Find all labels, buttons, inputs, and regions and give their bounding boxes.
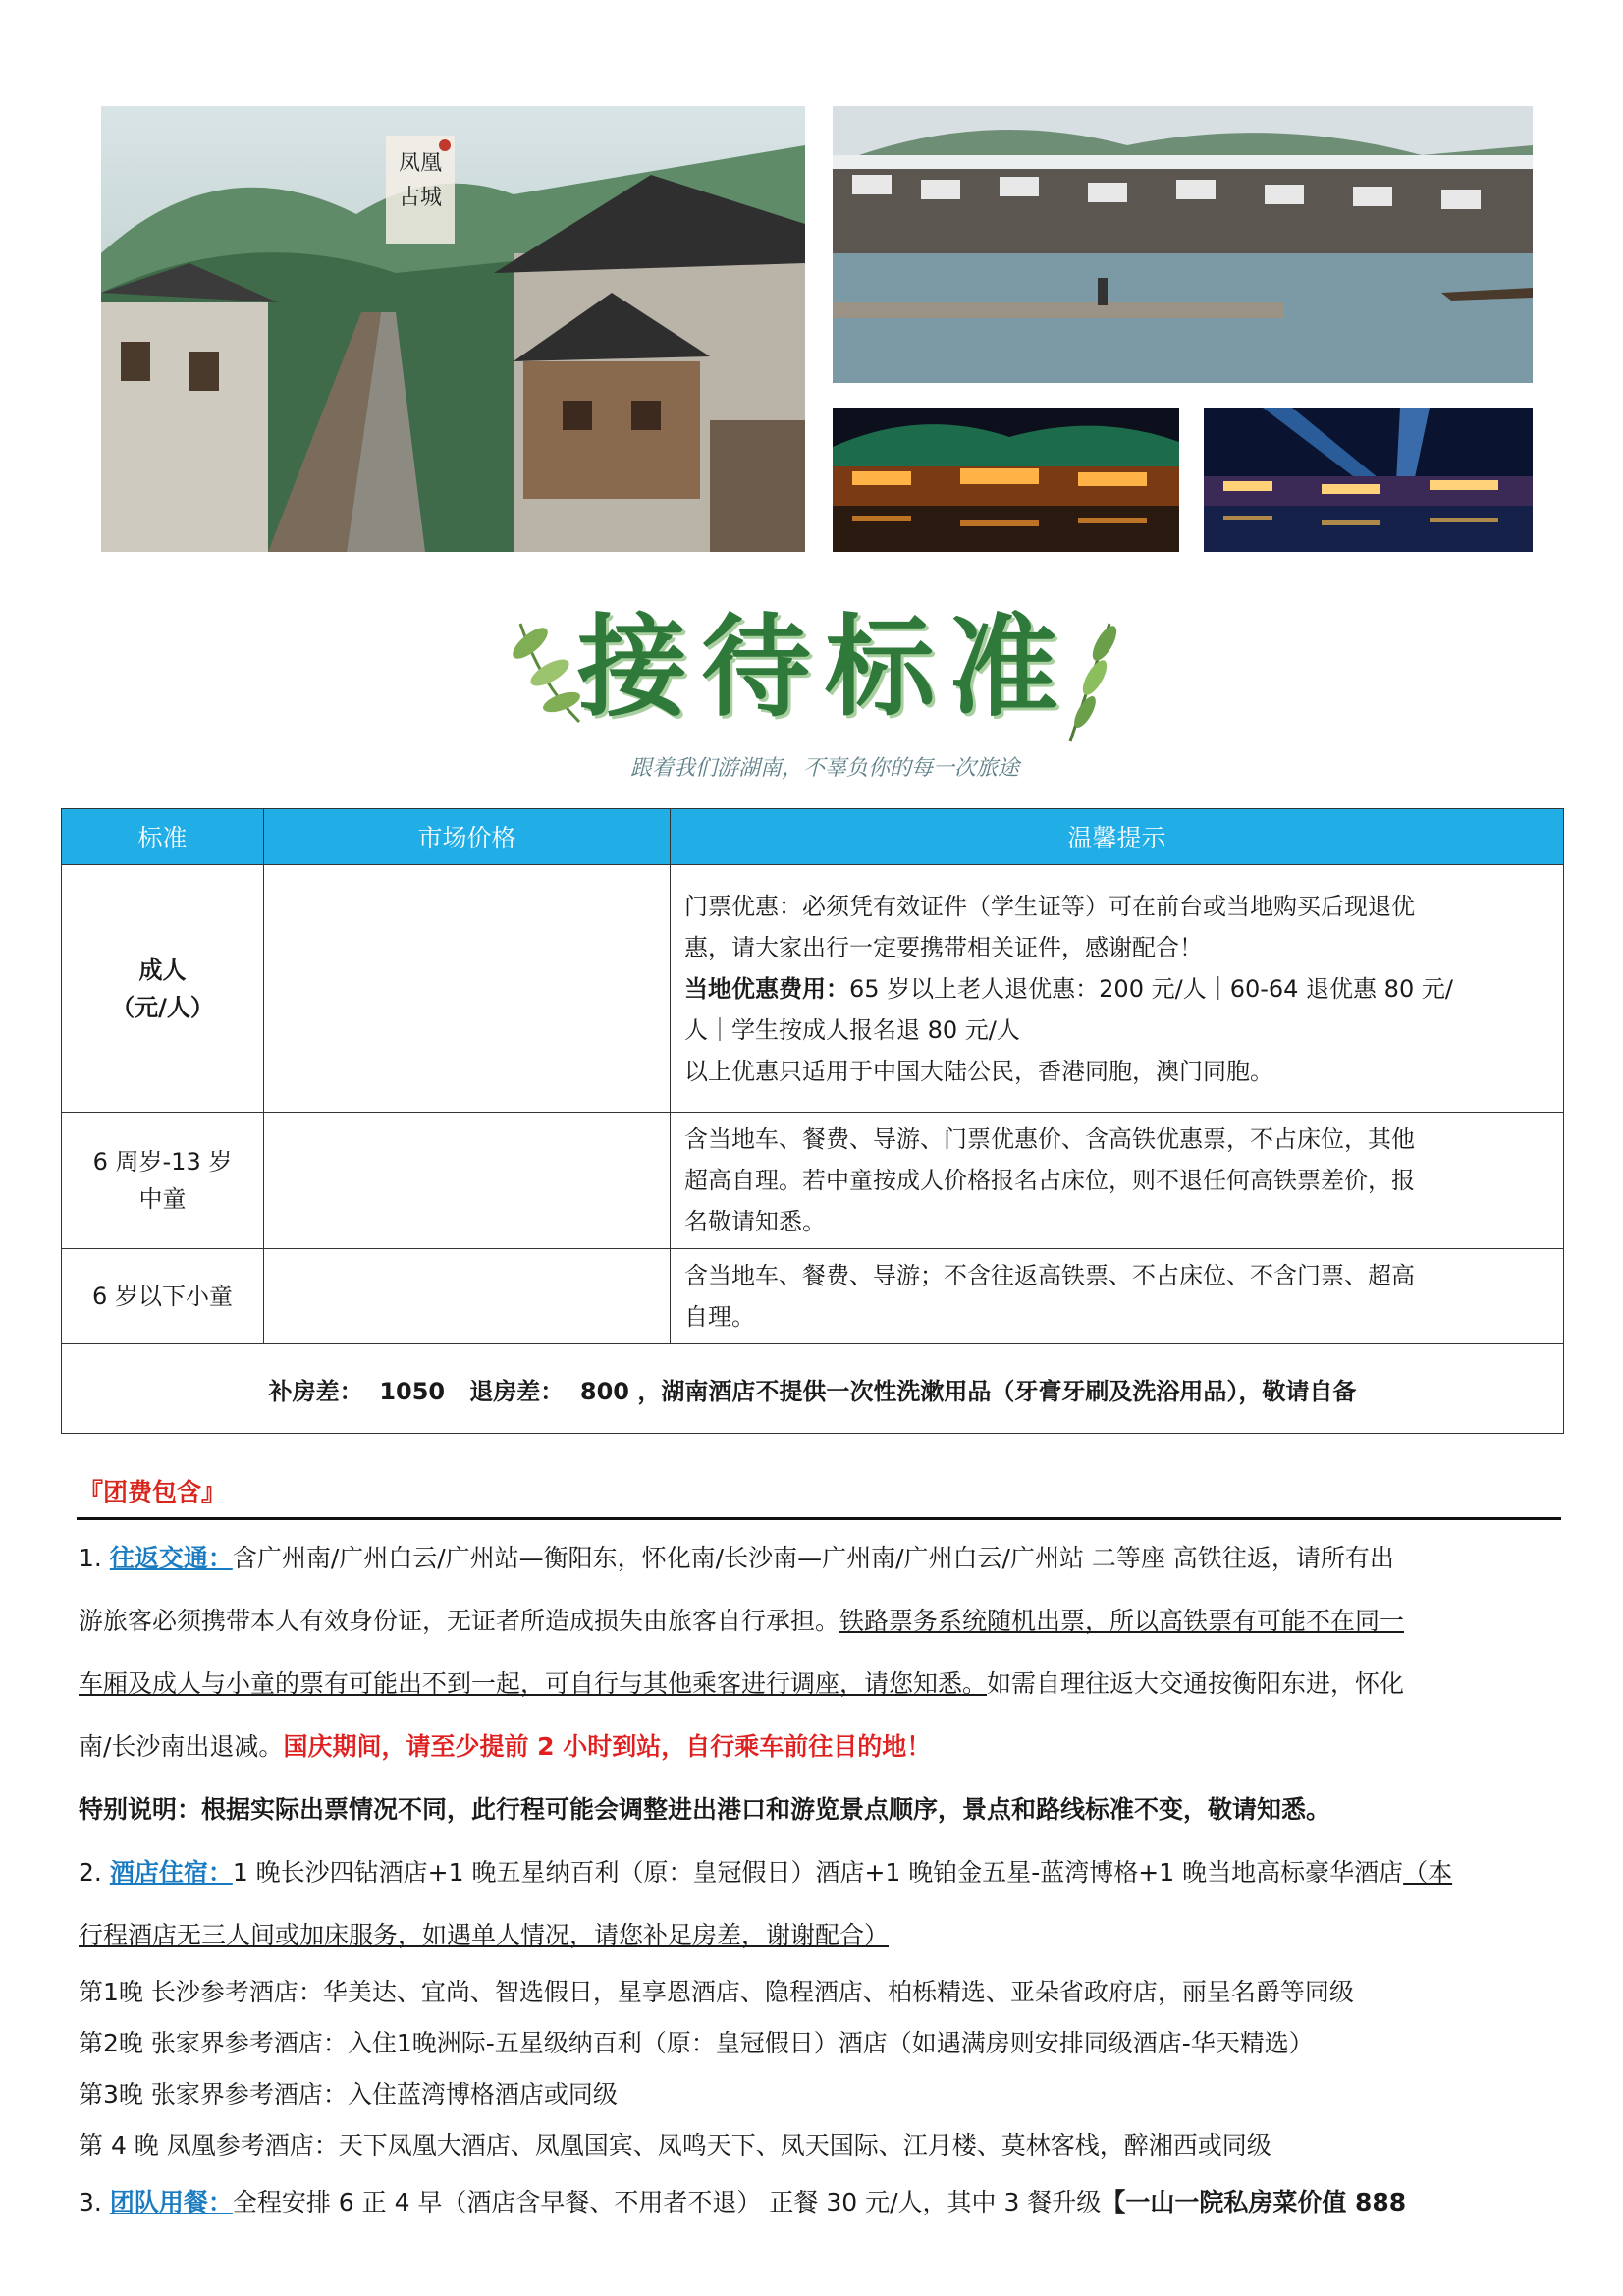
- infant-label: 6 岁以下小童: [62, 1249, 264, 1344]
- adult-unit: （元/人）: [111, 993, 214, 1021]
- photo-night-view-2: [1204, 408, 1533, 552]
- reception-standard-banner: [501, 594, 1129, 791]
- item-number: 3.: [79, 2188, 110, 2216]
- transport-line-1: [79, 1527, 1563, 1590]
- transport-ticket-note: 铁路票务系统随机出票，所以高铁票有可能不在同一: [839, 1607, 1405, 1635]
- transport-line-4: [79, 1716, 1563, 1778]
- child-type-label: 中童: [138, 1185, 187, 1213]
- adult-label: 成人: [138, 956, 187, 984]
- infant-price-cell: [264, 1249, 671, 1344]
- local-discount-text: 65 岁以上老人退优惠：200 元/人｜60-64 退优惠 80 元/: [849, 974, 1453, 1003]
- child-tip-line: 超高自理。若中童按成人价格报名占床位，则不退任何高铁票差价，报: [684, 1167, 1415, 1194]
- photo-night-view-1: [833, 408, 1179, 552]
- adult-label-cell: [62, 865, 264, 1113]
- adult-tip-line: [684, 968, 1549, 1010]
- adult-tip-line: 门票优惠：必须凭有效证件（学生证等）可在前台或当地购买后现退优: [684, 892, 1415, 920]
- meal-text: 全程安排 6 正 4 早（酒店含早餐、不用者不退） 正餐 30 元/人，其中 3 餐升级: [232, 2188, 1102, 2216]
- child-age-label: 6 周岁-13 岁: [92, 1148, 233, 1175]
- local-discount-label: 当地优惠费用：: [684, 974, 849, 1003]
- banner-title: 接待标准: [577, 603, 1072, 732]
- photo-seal-text-2: 古城: [398, 186, 443, 210]
- section-title: 『团费包含』: [79, 1478, 227, 1506]
- meal-upgrade-text: 【一山一院私房菜价值 888: [1101, 2188, 1407, 2216]
- room-supplement-text: 补房差： 1050 退房差： 800 ，湖南酒店不提供一次性洗漱用品（牙膏牙刷及洗浴用品），敬请自备: [62, 1344, 1564, 1434]
- special-note: 特别说明：根据实际出票情况不同，此行程可能会调整进出港口和游览景点顺序，景点和路线标准不变，敬请知悉。: [79, 1795, 1331, 1824]
- adult-tip-line: 惠，请大家出行一定要携带相关证件，感谢配合！: [684, 933, 1203, 961]
- table-row-room-supplement: [62, 1344, 1564, 1434]
- header-tips: 温馨提示: [671, 809, 1564, 865]
- infant-tip-line: 自理。: [684, 1303, 755, 1331]
- national-day-warning: 国庆期间，请至少提前 2 小时到站，自行乘车前往目的地！: [283, 1732, 932, 1761]
- item-number: 2.: [79, 1858, 110, 1886]
- section-divider: [77, 1517, 1561, 1520]
- transport-line-2: [79, 1590, 1563, 1653]
- hotel-text: （本: [1403, 1858, 1453, 1886]
- photo-tuojiang-river: [833, 106, 1533, 383]
- infant-tip-line: 含当地车、餐费、导游；不含往返高铁票、不占床位、不含门票、超高: [684, 1262, 1415, 1289]
- child-label-cell: [62, 1113, 264, 1249]
- transport-ticket-note: 车厢及成人与小童的票有可能出不到一起，可自行与其他乘客进行调座，请您知悉。: [79, 1669, 988, 1698]
- adult-tip-line: 以上优惠只适用于中国大陆公民，香港同胞，澳门同胞。: [684, 1057, 1273, 1085]
- photo-seal-text: 凤凰: [398, 151, 443, 176]
- table-header-row: [62, 809, 1564, 865]
- hotel-night-2: 第2晚 张家界参考酒店：入住1晚洲际-五星级纳百利（原：皇冠假日）酒店（如遇满房则安排同级酒店-华天精选）: [79, 2029, 1314, 2057]
- transport-line-3: [79, 1653, 1563, 1716]
- meal-line-1: [79, 2171, 1563, 2234]
- transport-text: 含广州南/广州白云/广州站—衡阳东，怀化南/长沙南—广州南/广州白云/广州站 二等座 高铁往返，请所有出: [232, 1544, 1394, 1572]
- photo-ancient-town-wall: [101, 106, 805, 552]
- meal-label: 团队用餐：: [109, 2188, 233, 2216]
- child-tip-line: 名敬请知悉。: [684, 1208, 826, 1235]
- table-row-adult: [62, 865, 1564, 1113]
- hotel-night-1: 第1晚 长沙参考酒店：华美达、宜尚、智选假日，星享恩酒店、隐程酒店、柏栎精选、亚朵省政府店，丽呈名爵等同级: [79, 1978, 1354, 2006]
- table-row-child: [62, 1113, 1564, 1249]
- adult-price-cell: [264, 865, 671, 1113]
- hotel-night-3: 第3晚 张家界参考酒店：入住蓝湾博格酒店或同级: [79, 2080, 618, 2108]
- price-table: [61, 808, 1564, 1434]
- hotel-label: 酒店住宿：: [109, 1858, 233, 1886]
- inclusions-content: [79, 1527, 1563, 2234]
- transport-text: 如需自理往返大交通按衡阳东进，怀化: [987, 1669, 1405, 1698]
- child-tips-cell: [671, 1113, 1564, 1249]
- item-number: 1.: [79, 1544, 110, 1572]
- transport-text: 游旅客必须携带本人有效身份证，无证者所造成损失由旅客自行承担。: [79, 1607, 840, 1635]
- hotel-night-4: 第 4 晚 凤凰参考酒店：天下凤凰大酒店、凤凰国宾、凤鸣天下、凤天国际、江月楼、莫林客栈，醉湘西或同级: [79, 2131, 1271, 2159]
- hotel-text: 1 晚长沙四钻酒店+1 晚五星纳百利（原：皇冠假日）酒店+1 晚铂金五星-蓝湾博格+1 晚当地高标豪华酒店: [232, 1858, 1404, 1886]
- hotel-line-1: [79, 1841, 1563, 1904]
- table-row-infant: [62, 1249, 1564, 1344]
- transport-text: 南/长沙南出退减。: [79, 1732, 284, 1761]
- child-price-cell: [264, 1113, 671, 1249]
- adult-tips-cell: [671, 865, 1564, 1113]
- transport-label: 往返交通：: [109, 1544, 233, 1572]
- child-tip-line: 含当地车、餐费、导游、门票优惠价、含高铁优惠票，不占床位，其他: [684, 1125, 1415, 1153]
- header-market-price: 市场价格: [264, 809, 671, 865]
- banner-subtitle: 跟着我们游湖南，不辜负你的每一次旅途: [629, 756, 1019, 781]
- header-standard: 标准: [62, 809, 264, 865]
- infant-tips-cell: [671, 1249, 1564, 1344]
- hotel-line-2: 行程酒店无三人间或加床服务，如遇单人情况，请您补足房差，谢谢配合）: [79, 1921, 890, 1949]
- adult-tip-line: 人｜学生按成人报名退 80 元/人: [684, 1015, 1020, 1044]
